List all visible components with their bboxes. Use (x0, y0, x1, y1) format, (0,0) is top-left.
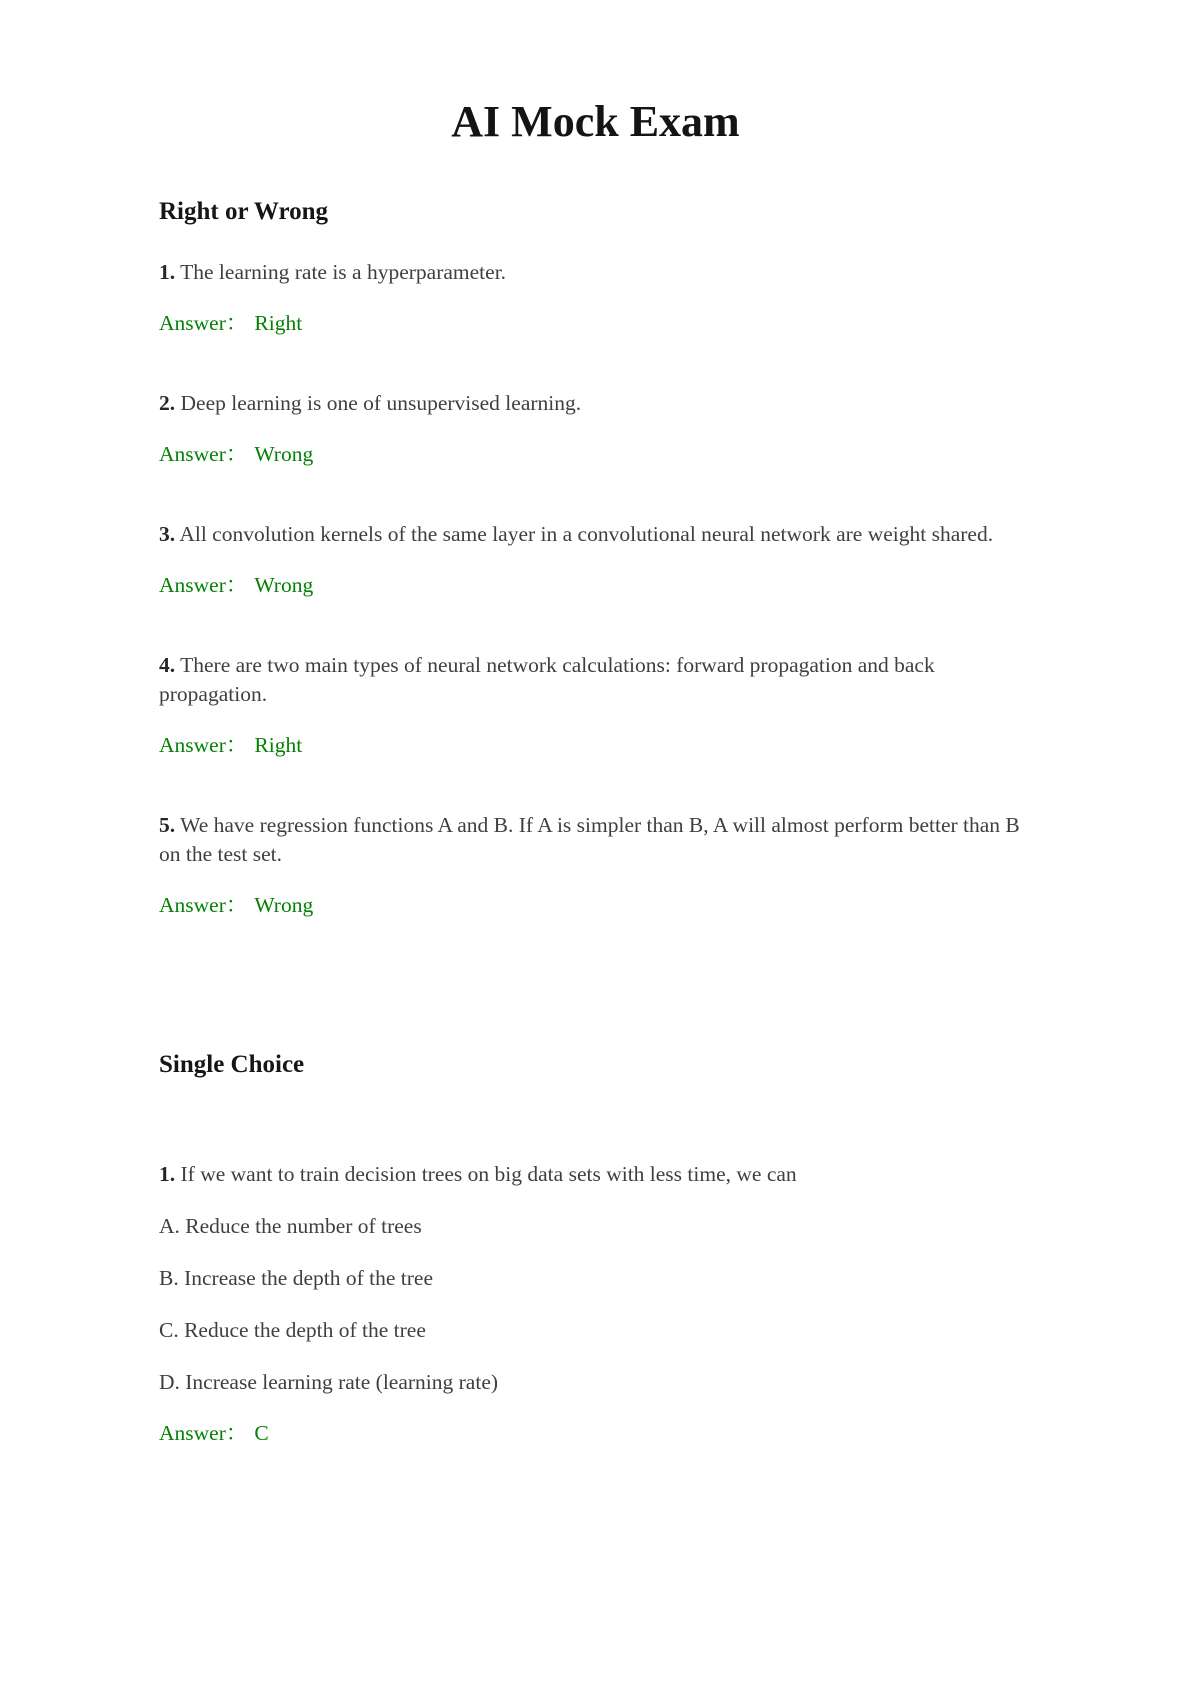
option-c: C. Reduce the depth of the tree (159, 1318, 426, 1342)
section-heading-single-choice: Single Choice (159, 1051, 305, 1078)
question-sc-1 (159, 1160, 1035, 1189)
answer-line-rw-3 (159, 571, 1035, 600)
question-text: We have regression functions A and B. If A is simpler than B, A will almost perform better than B on the test set. (159, 813, 1020, 866)
answer-value: C (254, 1421, 269, 1445)
answer-value: Wrong (254, 893, 314, 917)
answer-label: Answer： (159, 1421, 248, 1445)
question-rw-4 (159, 651, 1035, 709)
question-number: 3. (159, 522, 176, 546)
question-text: Deep learning is one of unsupervised learning. (180, 391, 582, 415)
answer-value: Right (254, 733, 303, 757)
answer-line-rw-2 (159, 440, 1035, 469)
section-heading-right-or-wrong: Right or Wrong (159, 198, 329, 225)
question-rw-3 (159, 520, 1035, 549)
answer-value: Right (254, 311, 303, 335)
question-number: 1. (159, 260, 176, 284)
question-number: 1. (159, 1162, 176, 1186)
answer-label: Answer： (159, 893, 248, 917)
question-number: 5. (159, 813, 176, 837)
answer-line-rw-5 (159, 891, 1035, 920)
answer-label: Answer： (159, 573, 248, 597)
option-a: A. Reduce the number of trees (159, 1214, 422, 1238)
question-text: There are two main types of neural network calculations: forward propagation and back propagation. (159, 653, 935, 706)
question-rw-5 (159, 811, 1035, 869)
question-rw-1 (159, 258, 1035, 287)
question-rw-2 (159, 389, 1035, 418)
answer-value: Wrong (254, 573, 314, 597)
question-text: The learning rate is a hyperparameter. (180, 260, 507, 284)
answer-value: Wrong (254, 442, 314, 466)
question-number: 4. (159, 653, 176, 677)
page-title: AI Mock Exam (451, 97, 740, 146)
answer-label: Answer： (159, 442, 248, 466)
answer-line-rw-1 (159, 309, 1035, 338)
answer-line-sc-1 (159, 1419, 1035, 1448)
option-d: D. Increase learning rate (learning rate) (159, 1370, 499, 1394)
question-number: 2. (159, 391, 176, 415)
question-text: If we want to train decision trees on big data sets with less time, we can (180, 1162, 797, 1186)
option-b: B. Increase the depth of the tree (159, 1266, 433, 1290)
answer-label: Answer： (159, 733, 248, 757)
answer-line-rw-4 (159, 731, 1035, 760)
question-text: All convolution kernels of the same layer in a convolutional neural network are weight shared. (179, 522, 994, 546)
answer-label: Answer： (159, 311, 248, 335)
